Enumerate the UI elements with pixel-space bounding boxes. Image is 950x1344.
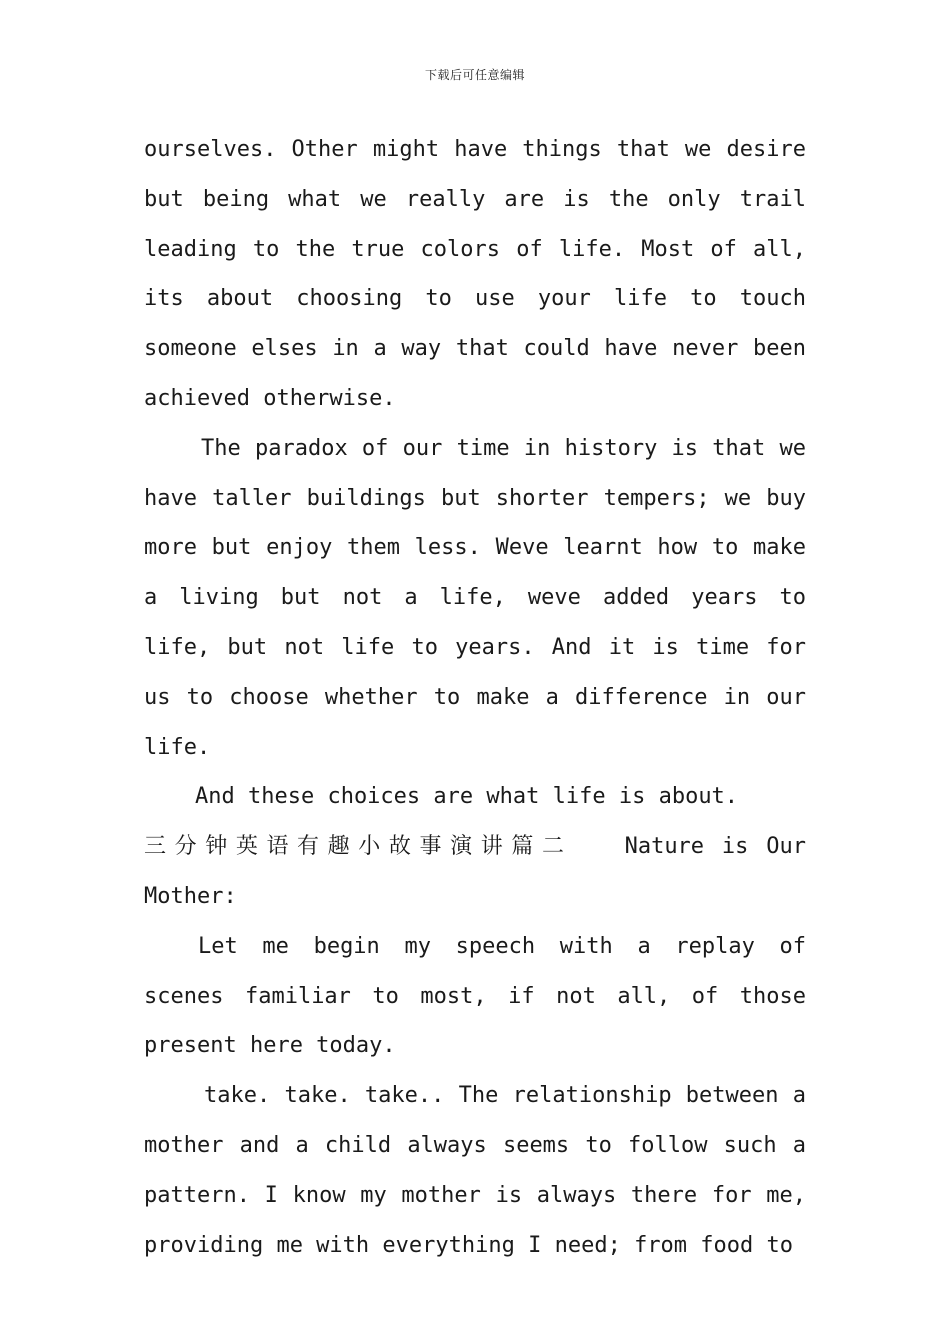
paragraph-4: Let me begin my speech with a replay of scenes familiar to most, if not all, of those present here today. [144, 933, 806, 1059]
section-title-english: Nature is Our Mother: [144, 834, 806, 909]
section-title-chinese: 三分钟英语有趣小故事演讲篇二 [144, 834, 573, 860]
document-body [144, 125, 806, 1270]
paragraph-3: And these choices are what life is about. [195, 784, 739, 810]
paragraph-5: take. take. take.. The relationship between a mother and a child always seems to follow such a pattern. I know my mother is always there for me, providing me with everything I need; from food to [144, 1083, 806, 1258]
paragraph-2: The paradox of our time in history is that we have taller buildings but shorter tempers; we buy more but enjoy them less. Weve learnt how to make a living but not a life, weve added years to life, but not life to years. And it is time for us to choose whether to make a difference in our life. [144, 435, 806, 760]
paragraph-1: ourselves. Other might have things that we desire but being what we really are is the only trail leading to the true colors of life. Most of all, its about choosing to use your life to touch someone elses in a way that could have never been achieved otherwise. [144, 137, 806, 411]
section-heading [144, 822, 806, 922]
page-header: 下载后可任意编辑 [424, 68, 525, 82]
